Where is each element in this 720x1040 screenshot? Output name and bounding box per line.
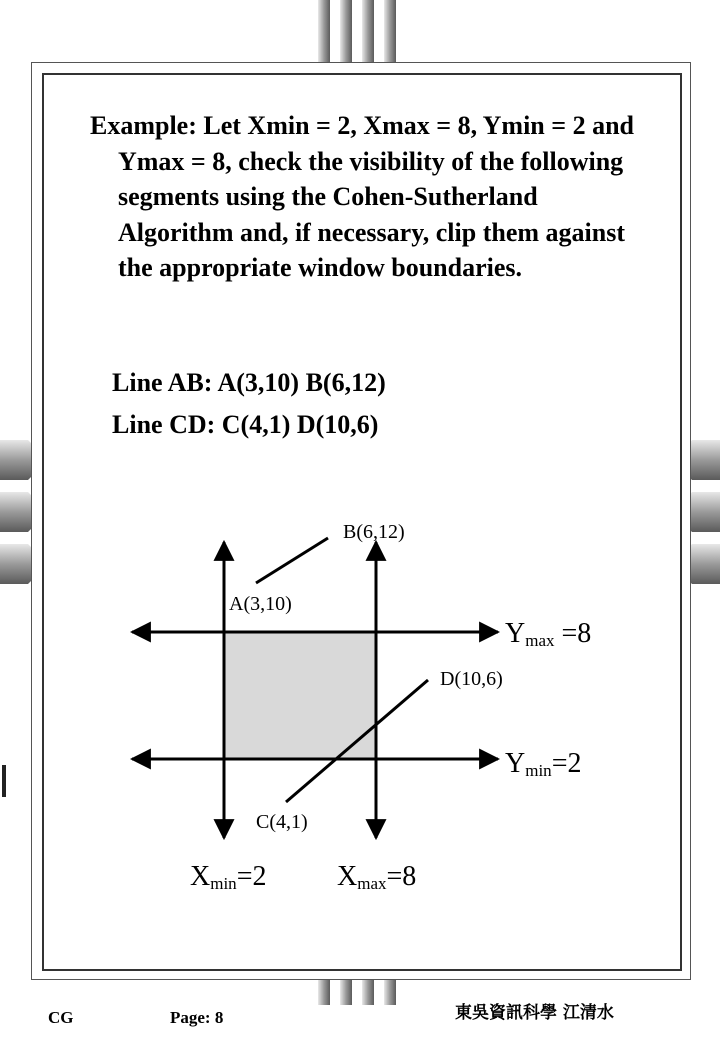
line-cd-text: Line CD: C(4,1) D(10,6)	[112, 410, 379, 439]
segment-ab	[256, 538, 328, 583]
label-ymax: Ymax =8	[505, 618, 592, 650]
label-c: C(4,1)	[256, 811, 308, 833]
footer-author: 東吳資訊科學 江清水	[455, 1003, 614, 1023]
footer-course: CG	[48, 1008, 74, 1027]
footer-page-number: Page: 8	[170, 1008, 224, 1027]
label-d: D(10,6)	[440, 668, 503, 690]
label-b: B(6,12)	[343, 521, 405, 543]
line-ab-text: Line AB: A(3,10) B(6,12)	[112, 368, 386, 397]
example-paragraph: Example: Let Xmin = 2, Xmax = 8, Ymin = 2 and Ymax = 8, check the visibility of the following segments using the Cohen-Sutherland Algorithm and, if necessary, clip them against the appropriate window boundaries.	[90, 111, 634, 282]
label-xmin: Xmin=2	[190, 861, 267, 893]
clip-window	[224, 632, 376, 759]
label-xmax: Xmax=8	[337, 861, 417, 893]
label-ymin: Ymin=2	[505, 748, 582, 780]
label-a: A(3,10)	[229, 593, 292, 615]
